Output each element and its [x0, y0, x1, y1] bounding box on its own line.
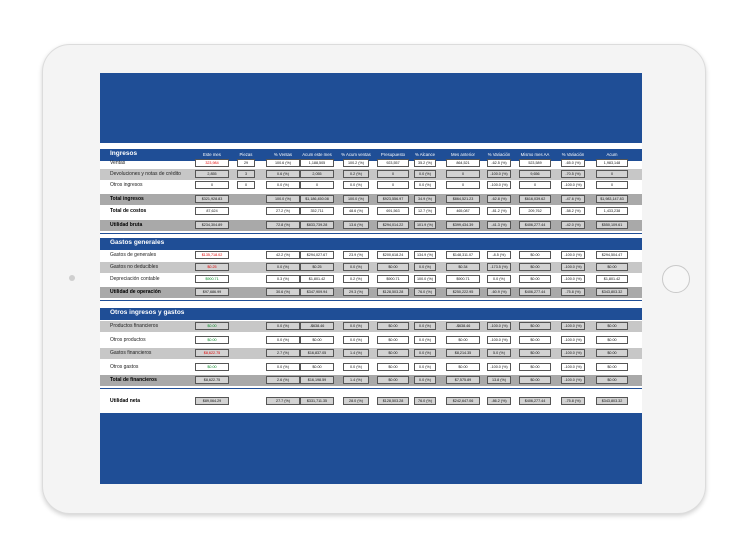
value-cell: 0.0 (%) [266, 263, 300, 271]
value-cell: 72.8 (%) [266, 221, 300, 229]
value-cell: 323,984 [195, 159, 229, 167]
section-header-1 [100, 238, 642, 250]
value-cell: $900.71 [195, 275, 229, 283]
value-cell: 0.0 (%) [266, 322, 300, 330]
value-cell: $242,647.06 [446, 397, 480, 405]
value-cell: 0.0 (%) [266, 181, 300, 189]
value-cell: $0.00 [377, 322, 409, 330]
value-cell: 2,855 [195, 170, 229, 178]
value-cell: 76.0 (%) [414, 397, 436, 405]
value-cell: -42.0 (%) [561, 221, 585, 229]
section-header-2 [100, 308, 642, 320]
value-cell: 0.0 (%) [414, 363, 436, 371]
value-cell: $0.00 [377, 376, 409, 384]
value-cell: -100.0 (%) [487, 322, 511, 330]
value-cell: $16,198.59 [300, 376, 334, 384]
value-cell: $234,304.89 [195, 221, 229, 229]
value-cell: 13.6 (%) [343, 221, 369, 229]
value-cell: -58.2 (%) [561, 207, 585, 215]
value-cell: $0.00 [377, 336, 409, 344]
row-label: Gastos financieros [110, 350, 152, 356]
value-cell: $550,109.61 [596, 221, 628, 229]
value-cell: $0.00 [195, 363, 229, 371]
value-cell: $0.00 [519, 376, 551, 384]
value-cell: $0.00 [519, 263, 551, 271]
value-cell: $343,803.32 [596, 397, 628, 405]
table-row [100, 206, 642, 217]
value-cell: 76.0 (%) [414, 288, 436, 296]
value-cell: 0 [596, 170, 628, 178]
value-cell: 2.6 (%) [266, 376, 300, 384]
value-cell: 0 [596, 181, 628, 189]
value-cell: 0.0 (%) [343, 181, 369, 189]
row-label: Otros productos [110, 337, 146, 343]
value-cell: $923,556.97 [377, 195, 409, 203]
value-cell: 100.2 (%) [343, 159, 369, 167]
value-cell: 1,433,238 [596, 207, 628, 215]
home-button[interactable] [662, 265, 690, 293]
column-header: Acum este mes [302, 152, 332, 157]
value-cell: $0.00 [596, 263, 628, 271]
row-label: Utilidad bruta [110, 222, 143, 228]
value-cell: $0.25 [300, 263, 334, 271]
table-row [100, 321, 642, 332]
value-cell: $343,803.32 [596, 288, 628, 296]
value-cell: 100.0 (%) [266, 195, 300, 203]
value-cell: 87,624 [195, 207, 229, 215]
column-header: % Variación [561, 152, 585, 157]
value-cell: $406,277.44 [519, 397, 551, 405]
value-cell: $89,064.29 [195, 397, 229, 405]
value-cell: $0.00 [519, 363, 551, 371]
value-cell: 0.0 (%) [487, 275, 511, 283]
value-cell: 101.9 (%) [414, 221, 436, 229]
value-cell: $0.00 [596, 376, 628, 384]
value-cell: $900.71 [377, 275, 409, 283]
value-cell: -100.0 (%) [561, 275, 585, 283]
value-cell: $294,504.47 [596, 251, 628, 259]
value-cell: 23.9 (%) [343, 251, 369, 259]
value-cell: $135,718.02 [195, 251, 229, 259]
value-cell: 0.0 (%) [414, 336, 436, 344]
tablet-screen [100, 73, 642, 484]
value-cell: 0.0 (%) [414, 376, 436, 384]
value-cell: $0.00 [596, 349, 628, 357]
value-cell: 2,055 [300, 170, 334, 178]
value-cell: $399,434.39 [446, 221, 480, 229]
value-cell: 134.9 (%) [414, 251, 436, 259]
value-cell: -8.5 (%) [487, 251, 511, 259]
value-cell: $0.25 [195, 263, 229, 271]
value-cell: -100.0 (%) [561, 263, 585, 271]
value-cell: $0.00 [519, 322, 551, 330]
row-label: Otros gastos [110, 364, 139, 370]
value-cell: 0.2 (%) [343, 275, 369, 283]
value-cell: $128,503.28 [377, 288, 409, 296]
value-cell: 0 [237, 181, 255, 189]
value-cell: $331,711.35 [300, 397, 334, 405]
column-header: Acum [606, 152, 618, 157]
value-cell: 35.2 (%) [414, 159, 436, 167]
value-cell: $294,014.22 [377, 221, 409, 229]
section-separator [100, 233, 642, 234]
value-cell: $0.00 [446, 336, 480, 344]
table-row [100, 250, 642, 261]
column-header: % Acum ventas [341, 152, 371, 157]
section-separator [100, 300, 642, 301]
value-cell: $0.00 [377, 263, 409, 271]
row-label: Total de financieros [110, 377, 157, 383]
value-cell: 27.2 (%) [266, 207, 300, 215]
value-cell: -75.8 (%) [561, 397, 585, 405]
table-row [100, 335, 642, 346]
value-cell: $864,521.23 [446, 195, 480, 203]
row-label: Gastos no deducibles [110, 264, 159, 270]
value-cell: 48.6 (%) [343, 207, 369, 215]
table-row [100, 158, 642, 169]
value-cell: 12.7 (%) [414, 207, 436, 215]
value-cell: -173.5 (%) [487, 263, 511, 271]
value-cell: -100.0 (%) [561, 336, 585, 344]
row-label: Utilidad de operación [110, 289, 161, 295]
value-cell: 0.0 (%) [343, 363, 369, 371]
value-cell: $321,928.83 [195, 195, 229, 203]
value-cell: -47.6 (%) [561, 195, 585, 203]
value-cell: $1,801.42 [596, 275, 628, 283]
value-cell: -100.0 (%) [487, 170, 511, 178]
value-cell: 0.0 (%) [343, 322, 369, 330]
row-label: Otros ingresos [110, 182, 143, 188]
value-cell: -$638.46 [300, 322, 334, 330]
value-cell: -70.5 (%) [561, 170, 585, 178]
table-row [100, 262, 642, 273]
value-cell: 100.0 (%) [343, 195, 369, 203]
value-cell: -75.8 (%) [561, 288, 585, 296]
value-cell: $8,214.35 [446, 349, 480, 357]
value-cell: 0 [377, 181, 409, 189]
value-cell: 0.3 (%) [266, 275, 300, 283]
value-cell: -100.0 (%) [487, 181, 511, 189]
column-header: Mes anterior [451, 152, 475, 157]
value-cell: 2.7 (%) [266, 349, 300, 357]
value-cell: 30.6 (%) [266, 288, 300, 296]
value-cell: 13.8 (%) [487, 376, 511, 384]
section-separator [100, 388, 642, 389]
value-cell: $0.00 [195, 322, 229, 330]
value-cell: 34.9 (%) [414, 195, 436, 203]
value-cell: 9,656 [519, 170, 551, 178]
value-cell: -100.0 (%) [561, 376, 585, 384]
value-cell: 0.0 (%) [414, 263, 436, 271]
value-cell: 864,521 [446, 159, 480, 167]
value-cell: 691,563 [377, 207, 409, 215]
section-title: Gastos generales [110, 239, 165, 246]
table-row [100, 274, 642, 285]
value-cell: 27.7 (%) [266, 397, 300, 405]
value-cell: 0.6 (%) [266, 170, 300, 178]
row-label: Total de costos [110, 208, 147, 214]
value-cell: -86.2 (%) [487, 397, 511, 405]
value-cell: $148,311.07 [446, 251, 480, 259]
table-row [100, 180, 642, 191]
value-cell: -100.0 (%) [561, 349, 585, 357]
value-cell: $0.00 [195, 336, 229, 344]
value-cell: 28.0 (%) [343, 397, 369, 405]
value-cell: $406,277.44 [519, 221, 551, 229]
value-cell: 0 [195, 181, 229, 189]
value-cell: $900.71 [446, 275, 480, 283]
value-cell: $7,575.89 [446, 376, 480, 384]
column-header: Este mes [203, 152, 221, 157]
table-row [100, 348, 642, 359]
table-row-net [100, 396, 642, 407]
value-cell: $0.00 [300, 363, 334, 371]
value-cell: 0.2 (%) [343, 170, 369, 178]
value-cell: 100.6 (%) [266, 159, 300, 167]
table-row [100, 220, 642, 231]
value-cell: $1,801.42 [300, 275, 334, 283]
value-cell: 523,589 [519, 159, 551, 167]
value-cell: -100.0 (%) [561, 251, 585, 259]
value-cell: 0.0 (%) [414, 181, 436, 189]
value-cell: -41.3 (%) [487, 221, 511, 229]
table-row [100, 375, 642, 386]
value-cell: $0.00 [446, 363, 480, 371]
value-cell: $294,027.67 [300, 251, 334, 259]
value-cell: $347,909.94 [300, 288, 334, 296]
value-cell: 0 [519, 181, 551, 189]
value-cell: $8,622.75 [195, 349, 229, 357]
table-row [100, 287, 642, 298]
value-cell: 1.4 (%) [343, 349, 369, 357]
value-cell: -100.0 (%) [561, 322, 585, 330]
value-cell: $0.00 [519, 336, 551, 344]
value-cell: -$638.46 [446, 322, 480, 330]
camera-dot [69, 275, 75, 281]
value-cell: 42.2 (%) [266, 251, 300, 259]
value-cell: -100.0 (%) [561, 363, 585, 371]
value-cell: -62.5 (%) [487, 159, 511, 167]
value-cell: 3 [237, 170, 255, 178]
value-cell: 1,188,505 [300, 159, 334, 167]
value-cell: 29 [237, 159, 255, 167]
value-cell: 0.0 (%) [414, 170, 436, 178]
value-cell: $0.00 [377, 363, 409, 371]
value-cell: $0.00 [300, 336, 334, 344]
column-header: Mismo mes AA [520, 152, 550, 157]
value-cell: 0 [300, 181, 334, 189]
row-label: Productos financieros [110, 323, 159, 329]
value-cell: 0 [446, 181, 480, 189]
value-cell: $16,837.05 [300, 349, 334, 357]
financial-report-panel [100, 143, 642, 413]
value-cell: $97,686.99 [195, 288, 229, 296]
value-cell: $0.00 [519, 275, 551, 283]
value-cell: $0.00 [596, 336, 628, 344]
value-cell: 0 [446, 170, 480, 178]
value-cell: -62.8 (%) [487, 195, 511, 203]
value-cell: 923,557 [377, 159, 409, 167]
value-cell: 0 [377, 170, 409, 178]
row-label: Ventas [110, 160, 126, 166]
value-cell: 1,983,148 [596, 159, 628, 167]
value-cell: $0.00 [596, 363, 628, 371]
table-row [100, 362, 642, 373]
value-cell: 5.0 (%) [487, 349, 511, 357]
column-header: % Variación [487, 152, 511, 157]
value-cell: -60.9 (%) [487, 288, 511, 296]
value-cell: 0.0 (%) [266, 363, 300, 371]
value-cell: $128,503.28 [377, 397, 409, 405]
value-cell: $406,277.44 [519, 288, 551, 296]
value-cell: 465,087 [446, 207, 480, 215]
column-header: % Ventas [273, 152, 293, 157]
table-row [100, 169, 642, 180]
value-cell: 29.3 (%) [343, 288, 369, 296]
section-title: Otros ingresos y gastos [110, 309, 185, 316]
value-cell: -100.0 (%) [561, 181, 585, 189]
value-cell: 0.0 (%) [414, 322, 436, 330]
value-cell: $616,039.62 [519, 195, 551, 203]
column-header: Presupuesto [380, 152, 406, 157]
value-cell: $1,983,147.83 [596, 195, 628, 203]
value-cell: $200,618.24 [377, 251, 409, 259]
row-label: Devoluciones y notas de crédito [110, 171, 181, 177]
value-cell: 209,762 [519, 207, 551, 215]
row-label: Total ingresos [110, 196, 144, 202]
value-cell: 0.0 (%) [414, 349, 436, 357]
value-cell: -65.0 (%) [561, 159, 585, 167]
value-cell: 0.0 (%) [266, 336, 300, 344]
value-cell: -100.0 (%) [487, 336, 511, 344]
value-cell: 352,711 [300, 207, 334, 215]
table-row [100, 194, 642, 205]
value-cell: 0.0 (%) [343, 263, 369, 271]
value-cell: 100.0 (%) [414, 275, 436, 283]
column-header: % Alcance [414, 152, 436, 157]
value-cell: $833,739.28 [300, 221, 334, 229]
value-cell: -100.0 (%) [487, 363, 511, 371]
value-cell: $0.34 [446, 263, 480, 271]
row-label: Utilidad neta [110, 398, 141, 404]
section-title: Ingresos [110, 150, 138, 157]
row-label: Gastos de generales [110, 252, 157, 258]
value-cell: $0.00 [377, 349, 409, 357]
value-cell: $1,186,450.08 [300, 195, 334, 203]
value-cell: $0.00 [519, 251, 551, 259]
value-cell: $0.00 [519, 349, 551, 357]
row-label: Depreciación contable [110, 276, 160, 282]
column-header: Piezas [239, 152, 253, 157]
value-cell: 0.0 (%) [343, 336, 369, 344]
value-cell: $0.00 [596, 322, 628, 330]
value-cell: 1.4 (%) [343, 376, 369, 384]
value-cell: $8,622.75 [195, 376, 229, 384]
value-cell: -81.2 (%) [487, 207, 511, 215]
value-cell: $250,222.95 [446, 288, 480, 296]
